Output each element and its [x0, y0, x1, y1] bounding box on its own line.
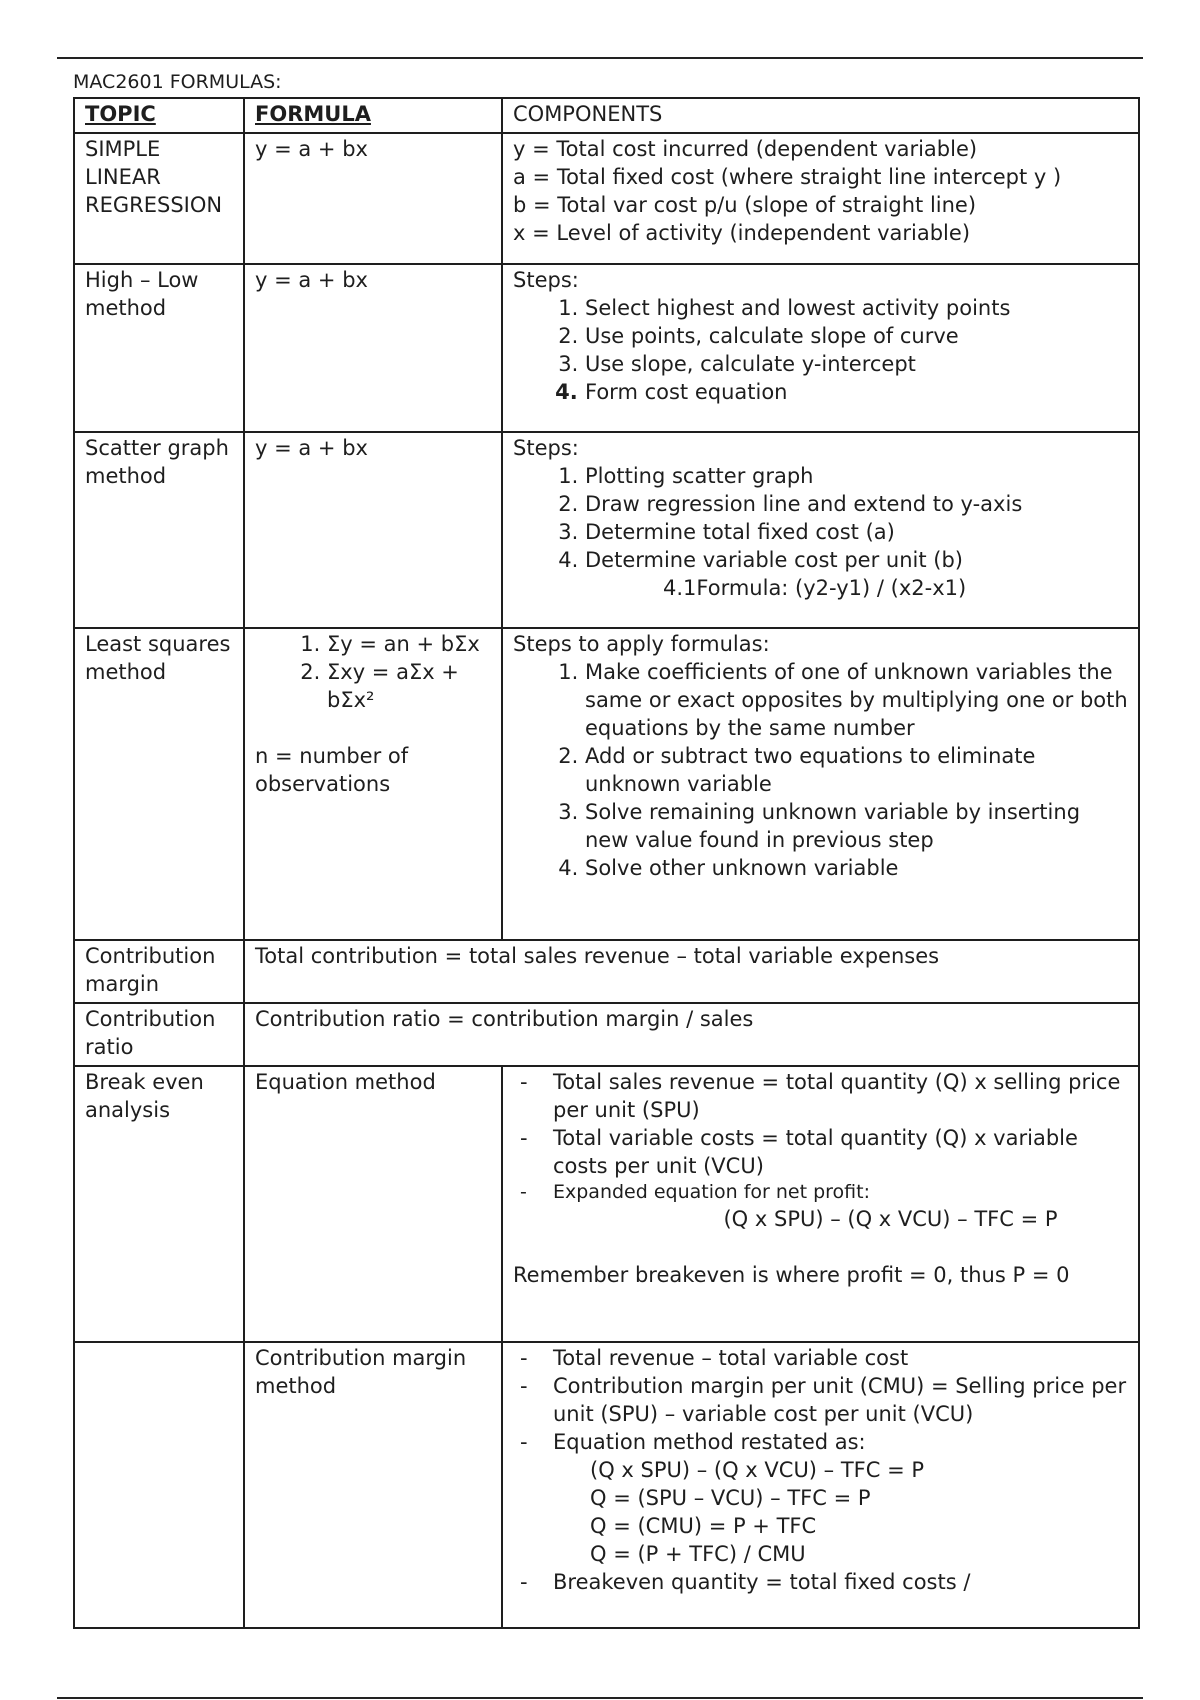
- formula-cell: y = a + bx: [244, 264, 502, 432]
- items-list: [513, 1068, 1128, 1205]
- component-line: a = Total fixed cost (where straight line intercept y ): [513, 165, 1062, 189]
- list-item: - Total revenue – total variable cost: [553, 1344, 1128, 1372]
- header-topic: TOPIC: [74, 98, 244, 133]
- list-item: - Contribution margin per unit (CMU) = Selling price per unit (SPU) – variable cost per unit (VCU): [553, 1372, 1128, 1428]
- row-high-low-method: [74, 264, 1139, 432]
- formula-item: 1. Σy = an + bΣx: [327, 630, 491, 658]
- steps-list: [513, 294, 1128, 406]
- formula-cell: y = a + bx: [244, 133, 502, 264]
- items-list: [513, 1344, 1128, 1456]
- topic-cell: Break even analysis: [74, 1066, 244, 1342]
- equation-line: (Q x SPU) – (Q x VCU) – TFC = P: [590, 1458, 925, 1482]
- topic-cell: [74, 1342, 244, 1628]
- formula-list: [255, 630, 491, 714]
- equation-line: Q = (P + TFC) / CMU: [590, 1542, 806, 1566]
- items-list: [513, 1568, 1128, 1596]
- equation: (Q x SPU) – (Q x VCU) – TFC = P: [723, 1207, 1058, 1231]
- equation-line: Q = (CMU) = P + TFC: [590, 1514, 817, 1538]
- method-cell: Contribution margin method: [244, 1342, 502, 1628]
- header-components: COMPONENTS: [502, 98, 1139, 133]
- formula-cell: [244, 628, 502, 940]
- steps-list: [513, 462, 1128, 574]
- components-cell: [502, 628, 1139, 940]
- step-item: 4. Determine variable cost per unit (b): [585, 546, 1128, 574]
- step-item: 3. Determine total fixed cost (a): [585, 518, 1128, 546]
- list-item: - Equation method restated as:: [553, 1428, 1128, 1456]
- component-line: b = Total var cost p/u (slope of straight line): [513, 193, 977, 217]
- topic-cell: High – Low method: [74, 264, 244, 432]
- sub-formula: 4.1Formula: (y2-y1) / (x2-x1): [663, 576, 967, 600]
- formula-item: 2. Σxy = aΣx + bΣx²: [327, 658, 491, 714]
- equation-line: Q = (SPU – VCU) – TFC = P: [590, 1486, 871, 1510]
- row-least-squares-method: [74, 628, 1139, 940]
- topic-cell: Contribution margin: [74, 940, 244, 1003]
- components-cell: [502, 133, 1139, 264]
- components-cell: [502, 1342, 1139, 1628]
- method-cell: Equation method: [244, 1066, 502, 1342]
- list-item: - Total sales revenue = total quantity (Q) x selling price per unit (SPU): [553, 1068, 1128, 1124]
- row-simple-linear-regression: [74, 133, 1139, 264]
- topic-cell: Scatter graph method: [74, 432, 244, 628]
- formula-table: [73, 97, 1140, 1629]
- step-item: 1. Plotting scatter graph: [585, 462, 1128, 490]
- step-item: 3. Solve remaining unknown variable by inserting new value found in previous step: [585, 798, 1128, 854]
- topic-cell: Contribution ratio: [74, 1003, 244, 1066]
- step-item: 3. Use slope, calculate y-intercept: [585, 350, 1128, 378]
- step-item: 1. Select highest and lowest activity points: [585, 294, 1128, 322]
- formula-note: n = number of observations: [255, 744, 409, 796]
- row-scatter-graph-method: [74, 432, 1139, 628]
- spacer: [513, 1233, 1128, 1261]
- component-line: y = Total cost incurred (dependent variable): [513, 137, 978, 161]
- step-item: 4. Solve other unknown variable: [585, 854, 1128, 882]
- row-contribution-margin: [74, 940, 1139, 1003]
- list-item: - Total variable costs = total quantity (Q) x variable costs per unit (VCU): [553, 1124, 1128, 1180]
- topic-cell: SIMPLE LINEAR REGRESSION: [74, 133, 244, 264]
- component-line: x = Level of activity (independent variable): [513, 221, 971, 245]
- row-break-even-contribution-margin: [74, 1342, 1139, 1628]
- row-break-even-equation: [74, 1066, 1139, 1342]
- step-item: 4. Form cost equation: [585, 378, 1128, 406]
- formula-cell: y = a + bx: [244, 432, 502, 628]
- formula-cell: Contribution ratio = contribution margin / sales: [244, 1003, 1139, 1066]
- steps-list: [513, 658, 1128, 882]
- formula-cell: Total contribution = total sales revenue – total variable expenses: [244, 940, 1139, 1003]
- components-cell: [502, 1066, 1139, 1342]
- topic-cell: Least squares method: [74, 628, 244, 940]
- bottom-rule: [57, 1697, 1143, 1699]
- components-cell: [502, 432, 1139, 628]
- steps-label: Steps:: [513, 436, 579, 460]
- header-formula: FORMULA: [244, 98, 502, 133]
- steps-label: Steps to apply formulas:: [513, 632, 770, 656]
- step-item: 2. Use points, calculate slope of curve: [585, 322, 1128, 350]
- step-item: 2. Draw regression line and extend to y-axis: [585, 490, 1128, 518]
- remember-note: Remember breakeven is where profit = 0, thus P = 0: [513, 1263, 1070, 1287]
- document-title: MAC2601 FORMULAS:: [73, 71, 282, 93]
- list-item: - Breakeven quantity = total fixed costs /: [553, 1568, 1128, 1596]
- step-item: 1. Make coefficients of one of unknown variables the same or exact opposites by multiplying one or both equations by the same number: [585, 658, 1128, 742]
- row-contribution-ratio: [74, 1003, 1139, 1066]
- spacer: [255, 714, 491, 742]
- steps-label: Steps:: [513, 268, 579, 292]
- components-cell: [502, 264, 1139, 432]
- step-item: 2. Add or subtract two equations to eliminate unknown variable: [585, 742, 1128, 798]
- header-row: [74, 98, 1139, 133]
- top-rule: [57, 57, 1143, 59]
- list-item: - Expanded equation for net profit:: [553, 1180, 1128, 1205]
